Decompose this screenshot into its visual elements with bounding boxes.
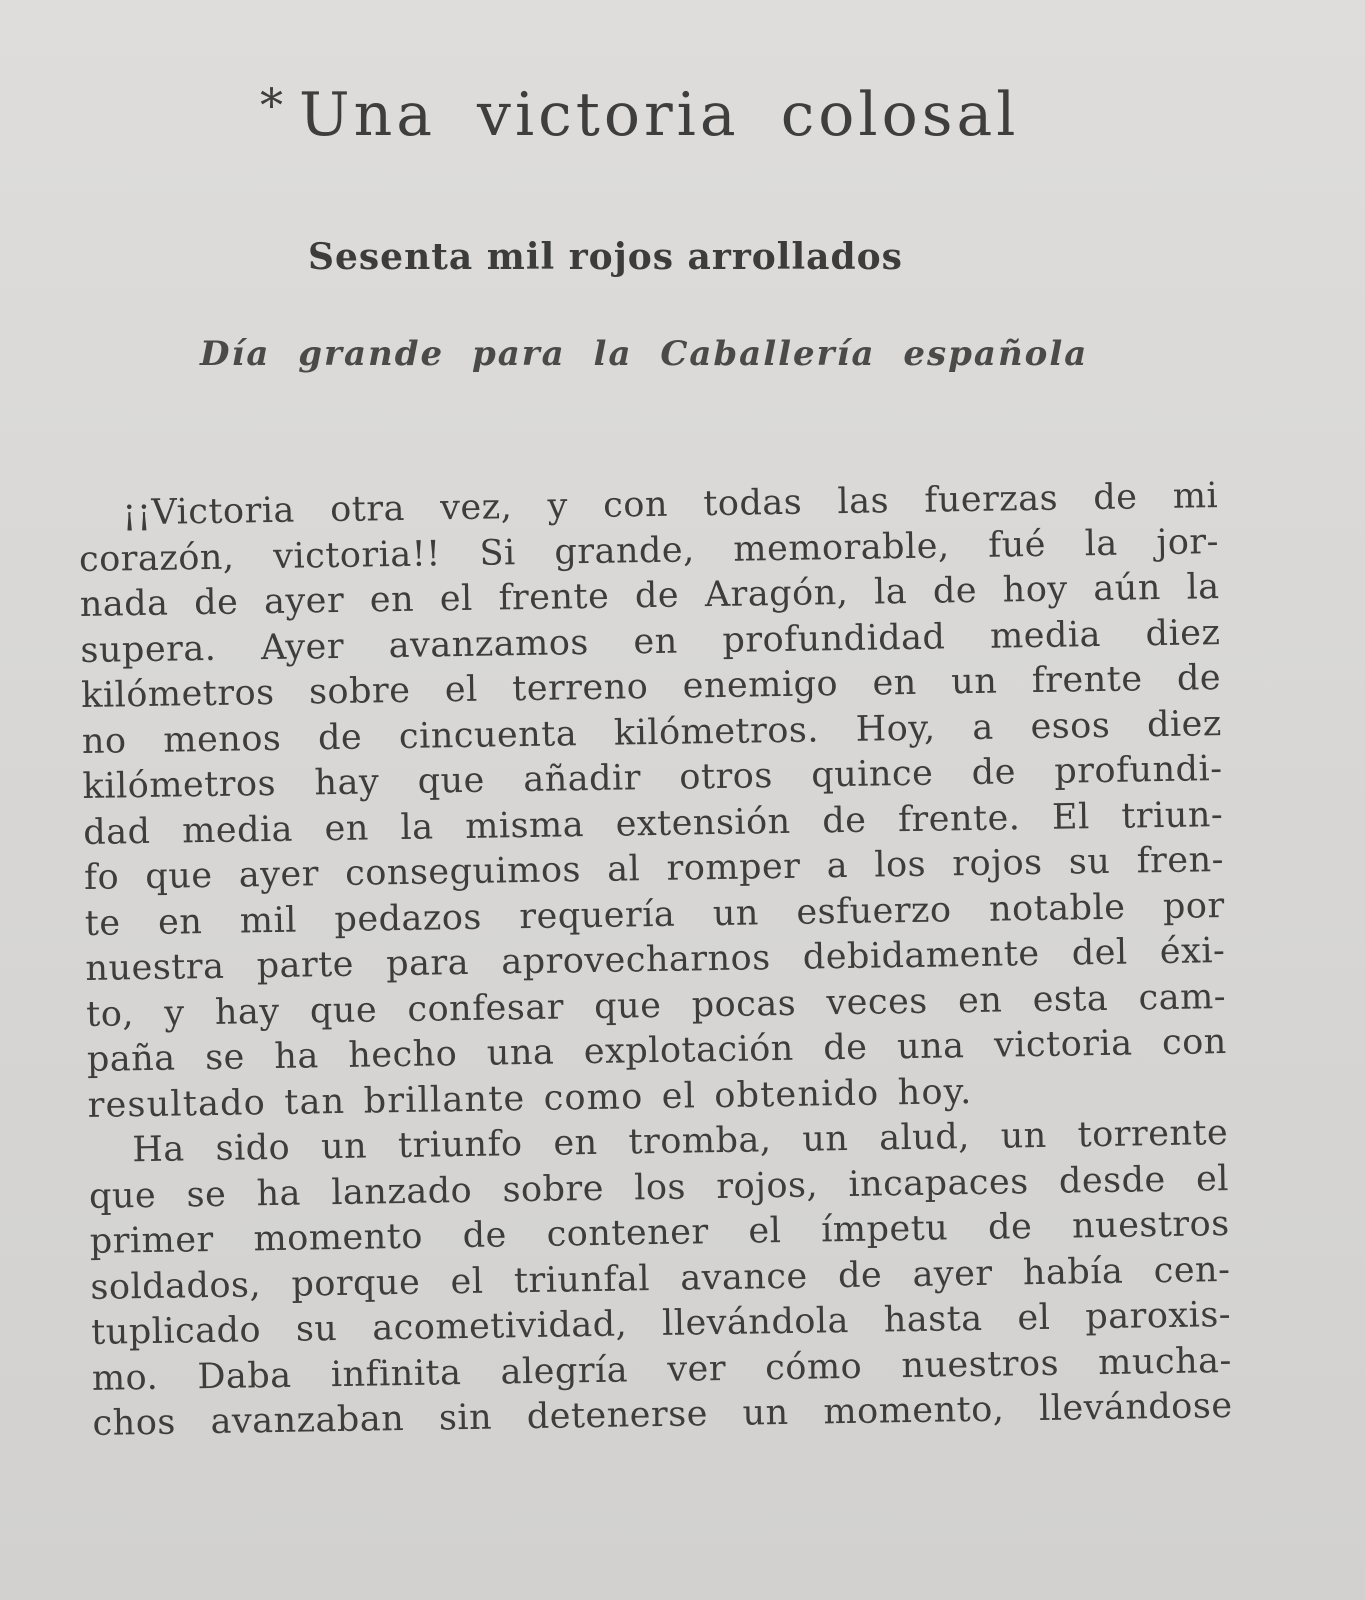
asterisk-mark: *: [260, 78, 287, 132]
text-line: primer momento de contener el ímpetu de nuestros: [89, 1204, 1230, 1262]
text-line: ¡¡Victoria otra vez, y con todas las fuerzas de mi: [122, 476, 1219, 534]
text-line: chos avanzaban sin detenerse un momento, llevándose: [92, 1385, 1233, 1444]
text-line: nuestra parte para aprovecharnos debidamente del éxi-: [85, 931, 1226, 989]
text-line: kilómetros sobre el terreno enemigo en un frente de: [80, 658, 1222, 716]
article-body: [78, 474, 1233, 1447]
text-line: supera. Ayer avanzamos en profundidad media diez: [80, 612, 1221, 671]
text-line: paña se ha hecho una explotación de una victoria con: [86, 1022, 1228, 1080]
text-line: mo. Daba infinita alegría ver cómo nuestros mucha-: [91, 1340, 1233, 1399]
text-line: kilómetros hay que añadir otros quince de profundi-: [82, 749, 1223, 807]
text-line: no menos de cincuenta kilómetros. Hoy, a esos diez: [81, 703, 1223, 762]
chapter-title-text: Una victoria colosal: [299, 80, 1020, 150]
text-line: dad media en la misma extensión de frente. El triun-: [83, 794, 1224, 853]
text-line: Ha sido un triunfo en tromba, un alud, un torrente: [132, 1113, 1229, 1171]
text-line: resultado tan brillante como el obtenido hoy.: [87, 1071, 973, 1126]
chapter-title: [260, 78, 1019, 150]
text-line: fo que ayer conseguimos al romper a los rojos su fren-: [83, 840, 1225, 898]
text-line: corazón, victoria!! Si grande, memorable, fué la jor-: [78, 521, 1220, 580]
text-line: tuplicado su acometividad, llevándola hasta el paroxis-: [90, 1294, 1232, 1353]
text-line: que se ha lanzado sobre los rojos, incapaces desde el: [88, 1158, 1230, 1217]
text-line: te en mil pedazos requería un esfuerzo notable por: [84, 885, 1225, 944]
text-line: soldados, porque el triunfal avance de ayer había cen-: [90, 1249, 1231, 1308]
text-line: to, y hay que confesar que pocas veces en esta cam-: [85, 976, 1227, 1035]
text-line: nada de ayer en el frente de Aragón, la de hoy aún la: [79, 567, 1220, 625]
chapter-kicker: Día grande para la Caballería española: [200, 334, 1089, 374]
chapter-subtitle: Sesenta mil rojos arrollados: [308, 236, 903, 278]
